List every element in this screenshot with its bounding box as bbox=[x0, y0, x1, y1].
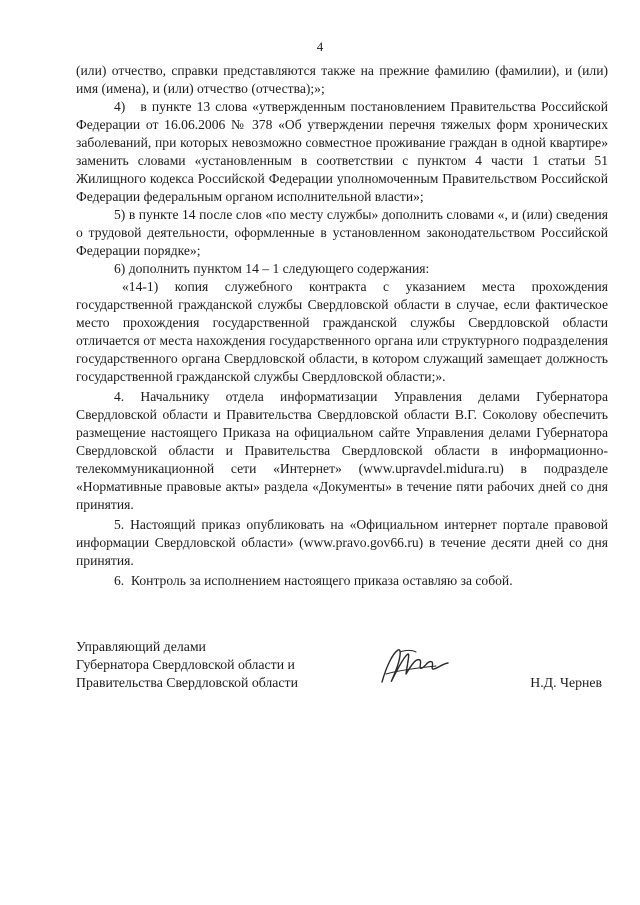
signatory-title bbox=[76, 638, 298, 692]
signatory-title-line: Губернатора Свердловской области и bbox=[76, 657, 295, 672]
signatory-title-line: Правительства Свердловской области bbox=[76, 675, 298, 690]
paragraph-item-5: 5) в пункте 14 после слов «по месту службы» дополнить словами «, и (или) сведения о трудовой деятельности, оформленные в установленном законодательством Российской Федерации порядке»; bbox=[76, 207, 608, 258]
signatory-name: Н.Д. Чернев bbox=[530, 675, 602, 690]
paragraph-clause-4: 4. Начальнику отдела информатизации Управления делами Губернатора Свердловской области и Правительства Свердловской области В.Г. Соколову обеспечить размещение настоящего Приказа на официальном сайте Управления делами Губернатора Свердловской области и Правительства Свердловской области в информационно-телекоммуникационной сети «Интернет» (www.upravdel.midura.ru) в подразделе «Нормативные правовые акты» раздела «Документы» в течение пяти рабочих дней со дня принятия. bbox=[76, 389, 608, 512]
paragraph-continuation: (или) отчество, справки представляются также на прежние фамилию (фамилии), и (или) имя (имена), и (или) отчество (отчества);»; bbox=[76, 63, 608, 96]
page-number: 4 bbox=[316, 39, 324, 54]
paragraph-item-6: 6) дополнить пунктом 14 – 1 следующего содержания: bbox=[114, 261, 430, 276]
document-body bbox=[76, 62, 608, 590]
handwritten-signature bbox=[376, 644, 456, 690]
paragraph-item-4: 4) в пункте 13 слова «утвержденным постановлением Правительства Российской Федерации от 16.06.2006 № 378 «Об утверждении перечня тяжелых форм хронических заболеваний, при которых невозможно совместное проживание граждан в одной квартире» заменить словами «установленным в соответствии с пунктом 4 части 1 статьи 51 Жилищного кодекса Российской Федерации уполномоченным Правительством Российской Федерации федеральным органом исполнительной власти»; bbox=[76, 99, 608, 204]
signature-block bbox=[76, 638, 608, 698]
signatory-title-line: Управляющий делами bbox=[76, 639, 206, 654]
paragraph-quote-14-1: «14-1) копия служебного контракта с указанием места прохождения государственной гражданской службы Свердловской области в случае, если фактическое место прохождения государственной гражданской службы Свердловской области отличается от места нахождения государственного органа или структурного подразделения государственного органа Свердловской области, в котором служащий замещает должность государственной гражданской службы Свердловской области;». bbox=[76, 279, 608, 384]
paragraph-clause-6: 6. Контроль за исполнением настоящего приказа оставляю за собой. bbox=[114, 573, 513, 588]
paragraph-clause-5: 5. Настоящий приказ опубликовать на «Официальном интернет портале правовой информации Свердловской области» (www.pravo.gov66.ru) в течение десяти дней со дня принятия. bbox=[76, 517, 608, 568]
